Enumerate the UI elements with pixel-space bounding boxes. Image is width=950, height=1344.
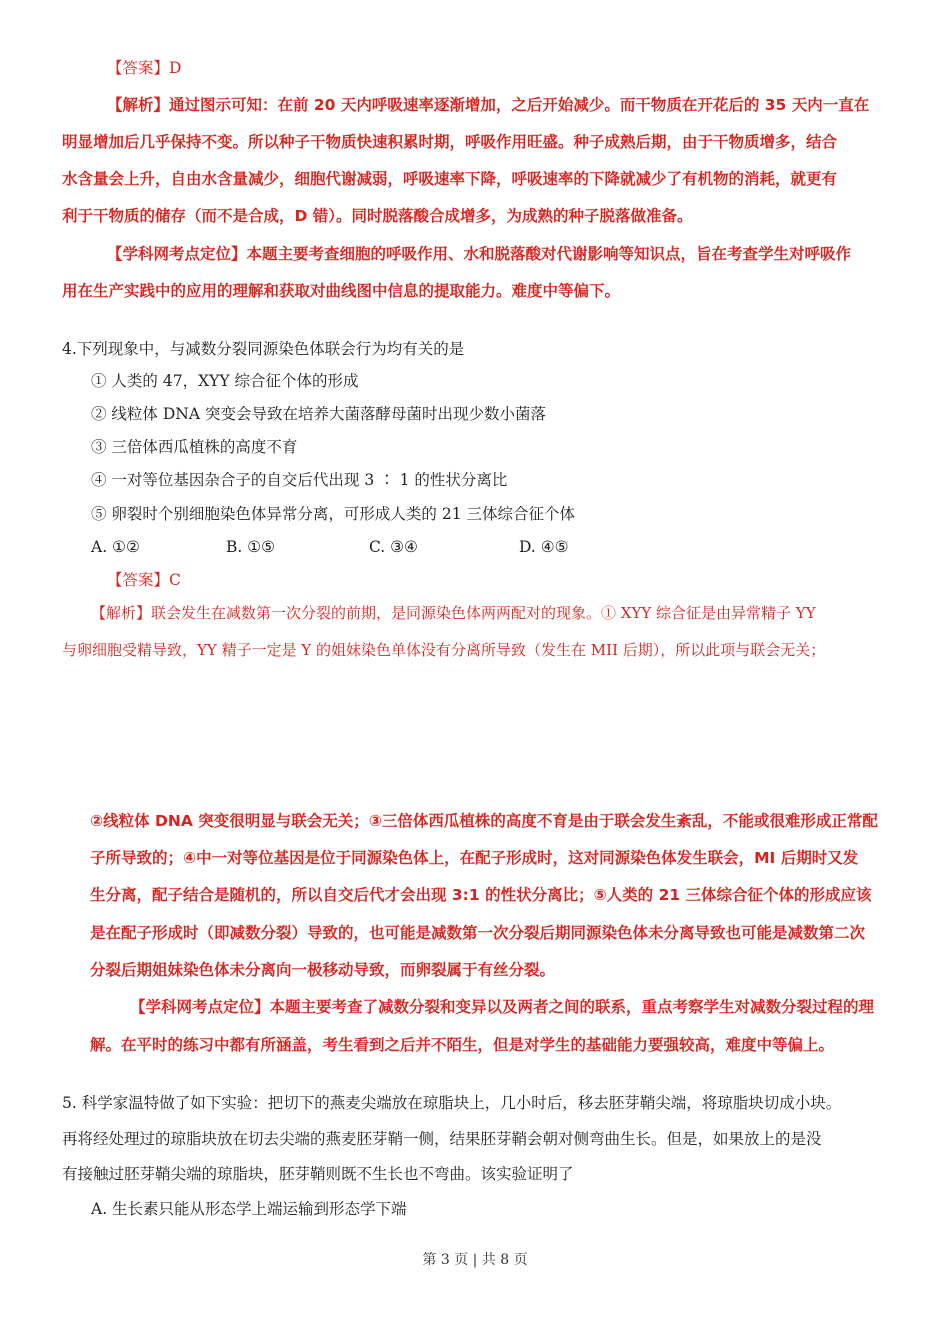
q3-analysis-line: 利于干物质的储存（而不是合成，D 错）。同时脱落酸合成增多，为成熟的种子脱落做准备。: [62, 207, 693, 225]
q3-analysis-line: 水含量会上升，自由水含量减少，细胞代谢减弱，呼吸速率下降，呼吸速率的下降就减少了有机物的消耗，就更有: [62, 170, 838, 188]
q4-option-c: C. ③④: [369, 538, 418, 556]
q3-kaodian-line: 用在生产实践中的应用的理解和获取对曲线图中信息的提取能力。难度中等偏下。: [62, 282, 621, 300]
q4-option-a: A. ①②: [91, 538, 140, 556]
q4-analysis-cont-line: 分裂后期姐妹染色体未分离向一极移动导致，而卵裂属于有丝分裂。: [90, 961, 556, 979]
q5-stem-line: 再将经处理过的琼脂块放在切去尖端的燕麦胚芽鞘一侧，结果胚芽鞘会朝对侧弯曲生长。但是，如果放上的是没: [62, 1130, 822, 1148]
q4-answer: 【答案】C: [107, 571, 181, 589]
q4-item: ① 人类的 47，XYY 综合征个体的形成: [91, 372, 359, 390]
q5-option-a: A. 生长素只能从形态学上端运输到形态学下端: [91, 1200, 407, 1218]
q3-analysis-line: 明显增加后几乎保持不变。所以种子干物质快速积累时期，呼吸作用旺盛。种子成熟后期，由于干物质增多，结合: [62, 133, 838, 151]
q5-stem-line: 5. 科学家温特做了如下实验：把切下的燕麦尖端放在琼脂块上，几小时后，移去胚芽鞘尖端，将琼脂块切成小块。: [62, 1094, 842, 1112]
q4-analysis-cont-line: ②线粒体 DNA 突变很明显与联会无关；③三倍体西瓜植株的高度不育是由于联会发生紊乱，不能或很难形成正常配: [90, 812, 878, 830]
q3-kaodian-line: 【学科网考点定位】本题主要考查细胞的呼吸作用、水和脱落酸对代谢影响等知识点，旨在考查学生对呼吸作: [107, 245, 852, 263]
q4-stem: 4.下列现象中，与减数分裂同源染色体联会行为均有关的是: [62, 340, 465, 358]
q4-analysis-line: 【解析】联会发生在减数第一次分裂的前期，是同源染色体两两配对的现象。① XYY 综合征是由异常精子 YY: [91, 604, 816, 622]
q4-kaodian-line: 解。在平时的练习中都有所涵盖，考生看到之后并不陌生，但是对学生的基础能力要强较高，难度中等偏上。: [90, 1036, 835, 1054]
q3-analysis-line: 【解析】通过图示可知：在前 20 天内呼吸速率逐渐增加，之后开始减少。而干物质在开花后的 35 天内一直在: [107, 96, 870, 114]
q4-option-b: B. ①⑤: [226, 538, 276, 556]
q4-item: ② 线粒体 DNA 突变会导致在培养大菌落酵母菌时出现少数小菌落: [91, 405, 546, 423]
q4-analysis-line: 与卵细胞受精导致，YY 精子一定是 Y 的姐妹染色单体没有分离所导致（发生在 MII 后期），所以此项与联会无关；: [62, 641, 826, 659]
q4-option-d: D. ④⑤: [519, 538, 569, 556]
q5-stem-line: 有接触过胚芽鞘尖端的琼脂块，胚芽鞘则既不生长也不弯曲。该实验证明了: [62, 1165, 574, 1183]
q4-item: ③ 三倍体西瓜植株的高度不育: [91, 438, 298, 456]
q4-item: ⑤ 卵裂时个别细胞染色体异常分离，可形成人类的 21 三体综合征个体: [91, 505, 576, 523]
q4-analysis-cont-line: 生分离，配子结合是随机的，所以自交后代才会出现 3:1 的性状分离比；⑤人类的 21 三体综合征个体的形成应该: [90, 886, 872, 904]
q4-analysis-cont-line: 子所导致的；④中一对等位基因是位于同源染色体上，在配子形成时，这对同源染色体发生联会，MI 后期时又发: [90, 849, 859, 867]
q4-analysis-cont-line: 是在配子形成时（即减数分裂）导致的，也可能是减数第一次分裂后期同源染色体未分离导致也可能是减数第二次: [90, 924, 866, 942]
q3-answer: 【答案】D: [107, 59, 182, 77]
q4-item: ④ 一对等位基因杂合子的自交后代出现 3 ∶ 1 的性状分离比: [91, 471, 508, 489]
q4-kaodian-line: 【学科网考点定位】本题主要考查了减数分裂和变异以及两者之间的联系，重点考察学生对减数分裂过程的理: [130, 998, 875, 1016]
page-footer: 第 3 页 | 共 8 页: [422, 1252, 528, 1268]
